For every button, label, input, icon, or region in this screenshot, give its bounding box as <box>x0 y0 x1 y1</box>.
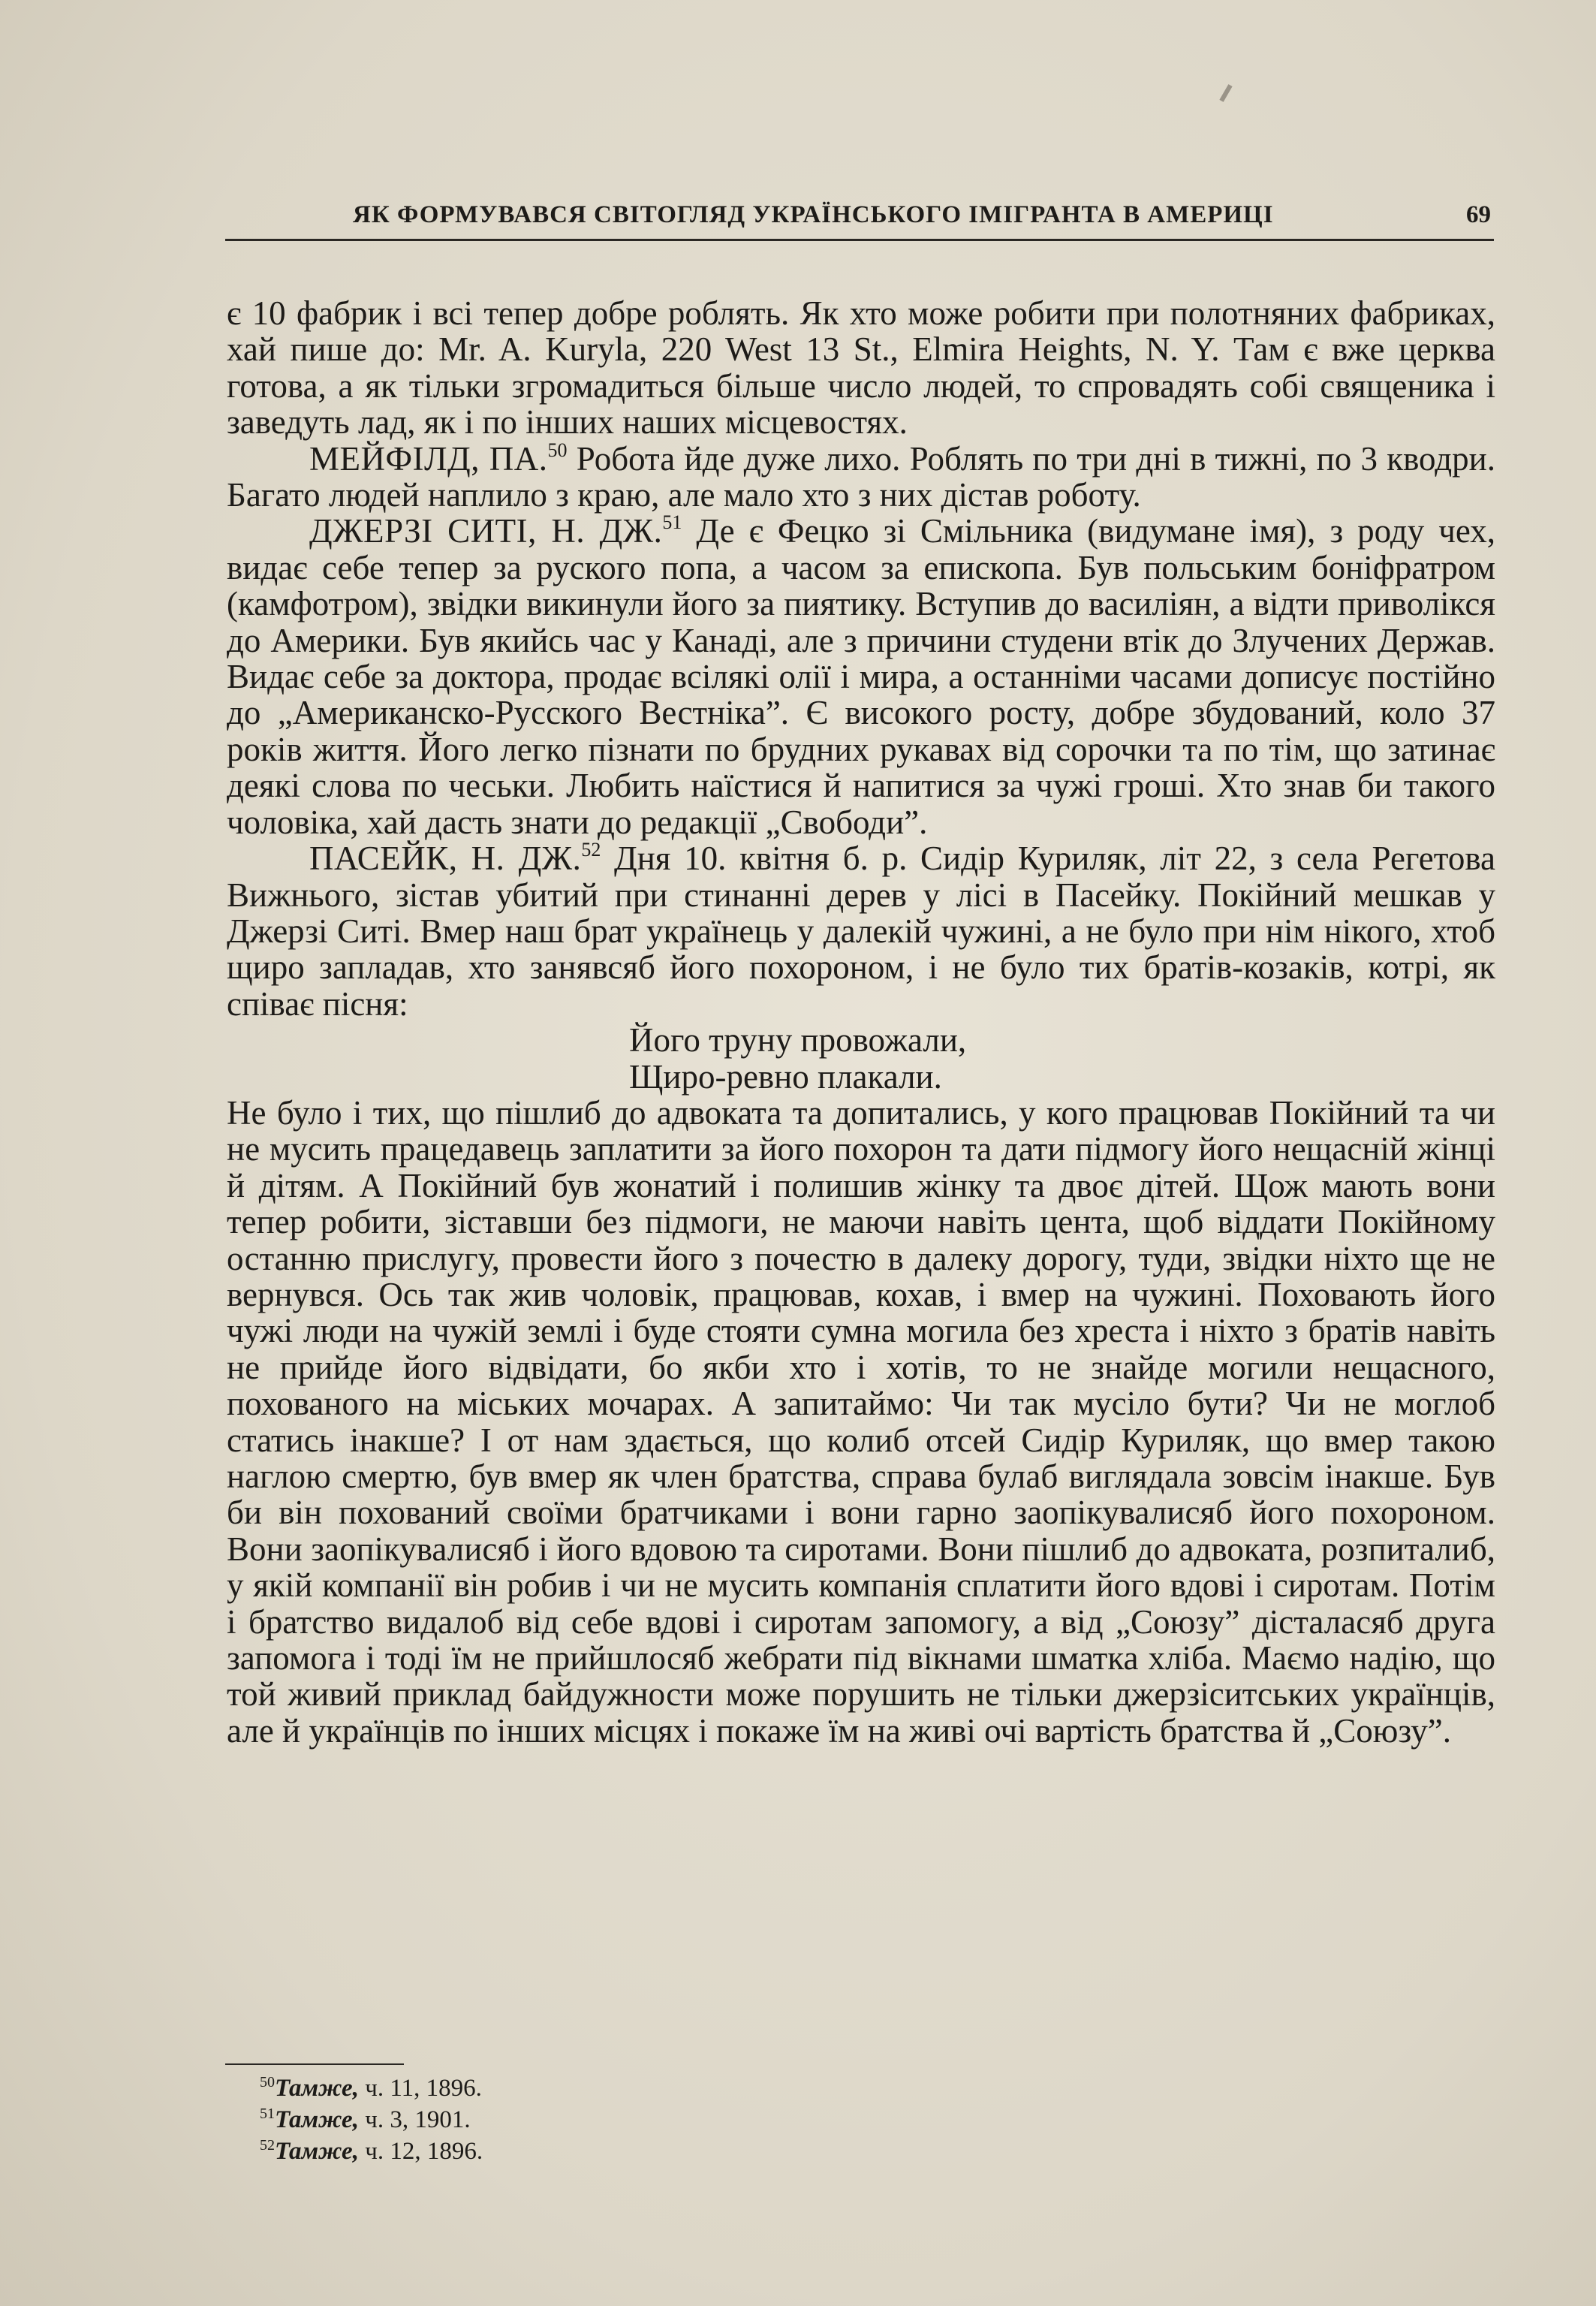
footnote-reference: ч. 12, 1896. <box>365 2138 483 2165</box>
paragraph <box>227 840 1495 1022</box>
footnote-number: 50 <box>260 2074 275 2090</box>
paragraph-text: є 10 фабрик і всі тепер добре роблять. Як хто може робити при полотняних фабриках, хай пише до: Mr. A. Kuryla, 220 West 13 St., Elmira Heights, N. Y. Там є вже церква готова, а як тільки згромадиться більше число людей, то спровадять собі священика і заведуть лад, як і по інших наших місцевостях. <box>227 294 1495 442</box>
paragraph-text: Дня 10. квітня б. р. Сидір Куриляк, літ 22, з села Регетова Вижнього, зістав убитий при стинанні дерев у лісі в Пасейку. Покійний мешкав у Джерзі Ситі. Вмер наш брат українець у далекій чужині, а не було при нім нікого, хтоб щиро запладав, хто занявсяб його похороном, і не було тих братів-козаків, котрі, як співає пісня: <box>227 840 1495 1023</box>
running-title: ЯК ФОРМУВАВСЯ СВІТОГЛЯД УКРАЇНСЬКОГО ІМІГРАНТА В АМЕРИЦІ <box>353 201 1274 228</box>
footnote-number: 52 <box>260 2137 275 2154</box>
footnote-source: Тамже, <box>275 2106 359 2133</box>
page-number: 69 <box>1466 201 1491 228</box>
footnote-divider <box>225 2063 404 2065</box>
footnote-reference: ч. 11, 1896. <box>365 2075 482 2102</box>
verse-line: Щиро-ревно плакали. <box>629 1057 942 1096</box>
footnote-reference: ч. 3, 1901. <box>365 2106 471 2133</box>
paragraph <box>227 1095 1495 1749</box>
footnote-ref: 51 <box>662 511 682 534</box>
verse-quote <box>227 1022 1495 1095</box>
body-text <box>227 295 1495 1749</box>
footnotes <box>260 2072 483 2167</box>
paragraph-text: Робота йде дуже лихо. Роблять по три дні в тижні, по 3 кводри. Багато людей наплило з краю, але мало хто з них дістав роботу. <box>227 439 1495 514</box>
paragraph <box>227 513 1495 840</box>
footnote-number: 51 <box>260 2106 275 2122</box>
footnote-ref: 52 <box>581 839 601 861</box>
paragraph <box>227 441 1495 514</box>
place-heading: ПАСЕЙК, Н. ДЖ. <box>309 840 582 878</box>
paragraph-text: Де є Фецко зі Смільника (видумане імя), з роду чех, видає себе тепер за руского попа, а часом за епископа. Був польським боніфратром (камфотром), звідки викинули його за пиятику. Вступив до василіян, а відти приволікся до Америки. Був якийсь час у Канаді, але з причини студени втік до Злучених Держав. Видає себе за доктора, продає всілякі олії і мира, а останніми часами дописує постійно до „Американско-Русского Вестніка”. Є високого росту, добре збудований, коло 37 років життя. Його легко пізнати по брудних рукавах від сорочки та по тім, що затинає деякі слова по чеськи. Любить наїстися й напитися за чужі гроші. Хто знав би такого чоловіка, хай дасть знати до редакції „Свободи”. <box>227 512 1495 841</box>
verse-line: Його труну провожали, <box>629 1021 967 1060</box>
footnote-source: Тамже, <box>275 2075 359 2102</box>
place-heading: МЕЙФІЛД, ПА. <box>309 439 548 478</box>
paragraph-text: Не було і тих, що пішлиб до адвоката та допитались, у кого працював Покійний та чи не мусить працедавець заплатити за його похорон та дати підмогу його нещасній жінці й дітям. А Покійний був жонатий і полишив жінку та двоє дітей. Щож мають вони тепер робити, зіставши без підмоги, не маючи навіть цента, щоб віддати Покійному останню прислугу, провести його з почестю в далеку дорогу, туди, звідки ніхто ще не вернувся. Ось так жив чоловік, працював, кохав, і вмер на чужині. Поховають його чужі люди на чужій землі і буде стояти сумна могила без хреста і ніхто з братів навіть не прийде його відвідати, бо якби хто і хотів, то не знайде могили нещасного, похованого на міських мочарах. А запитаймо: Чи так мусіло бути? Чи не моглоб статись інакше? І от нам здається, що колиб отсей Сидір Куриляк, що вмер такою наглою смертю, був вмер як член братства, справа булаб виглядала зовсім інакше. Був би він похований своїми братчиками і вони гарно заопікувалисяб його похороном. Вони заопікувалисяб і його вдовою та сиротами. Вони пішлиб до адвоката, розпиталиб, у якій компанії він робив і чи не мусить компанія сплатити його вдові і сиротам. Потім і братство видалоб від себе вдові і сиротам запомогу, а від „Союзу” дісталасяб друга запомога і тоді їм не прийшлосяб жебрати під вікнами шматка хліба. Маємо надію, що той живий приклад байдужности може порушить не тільки джерзіситських українців, але й українців по інших місцях і покаже їм на живі очі вартість братства й „Союзу”. <box>227 1093 1495 1750</box>
footnote-source: Тамже, <box>275 2138 359 2165</box>
footnote-ref: 50 <box>547 439 568 461</box>
paragraph <box>227 295 1495 441</box>
page-header <box>225 197 1494 241</box>
ink-speck <box>1219 84 1232 102</box>
footnote <box>260 2136 483 2167</box>
footnote <box>260 2072 483 2104</box>
place-heading: ДЖЕРЗІ СИТІ, Н. ДЖ. <box>309 512 663 550</box>
footnote <box>260 2104 483 2136</box>
